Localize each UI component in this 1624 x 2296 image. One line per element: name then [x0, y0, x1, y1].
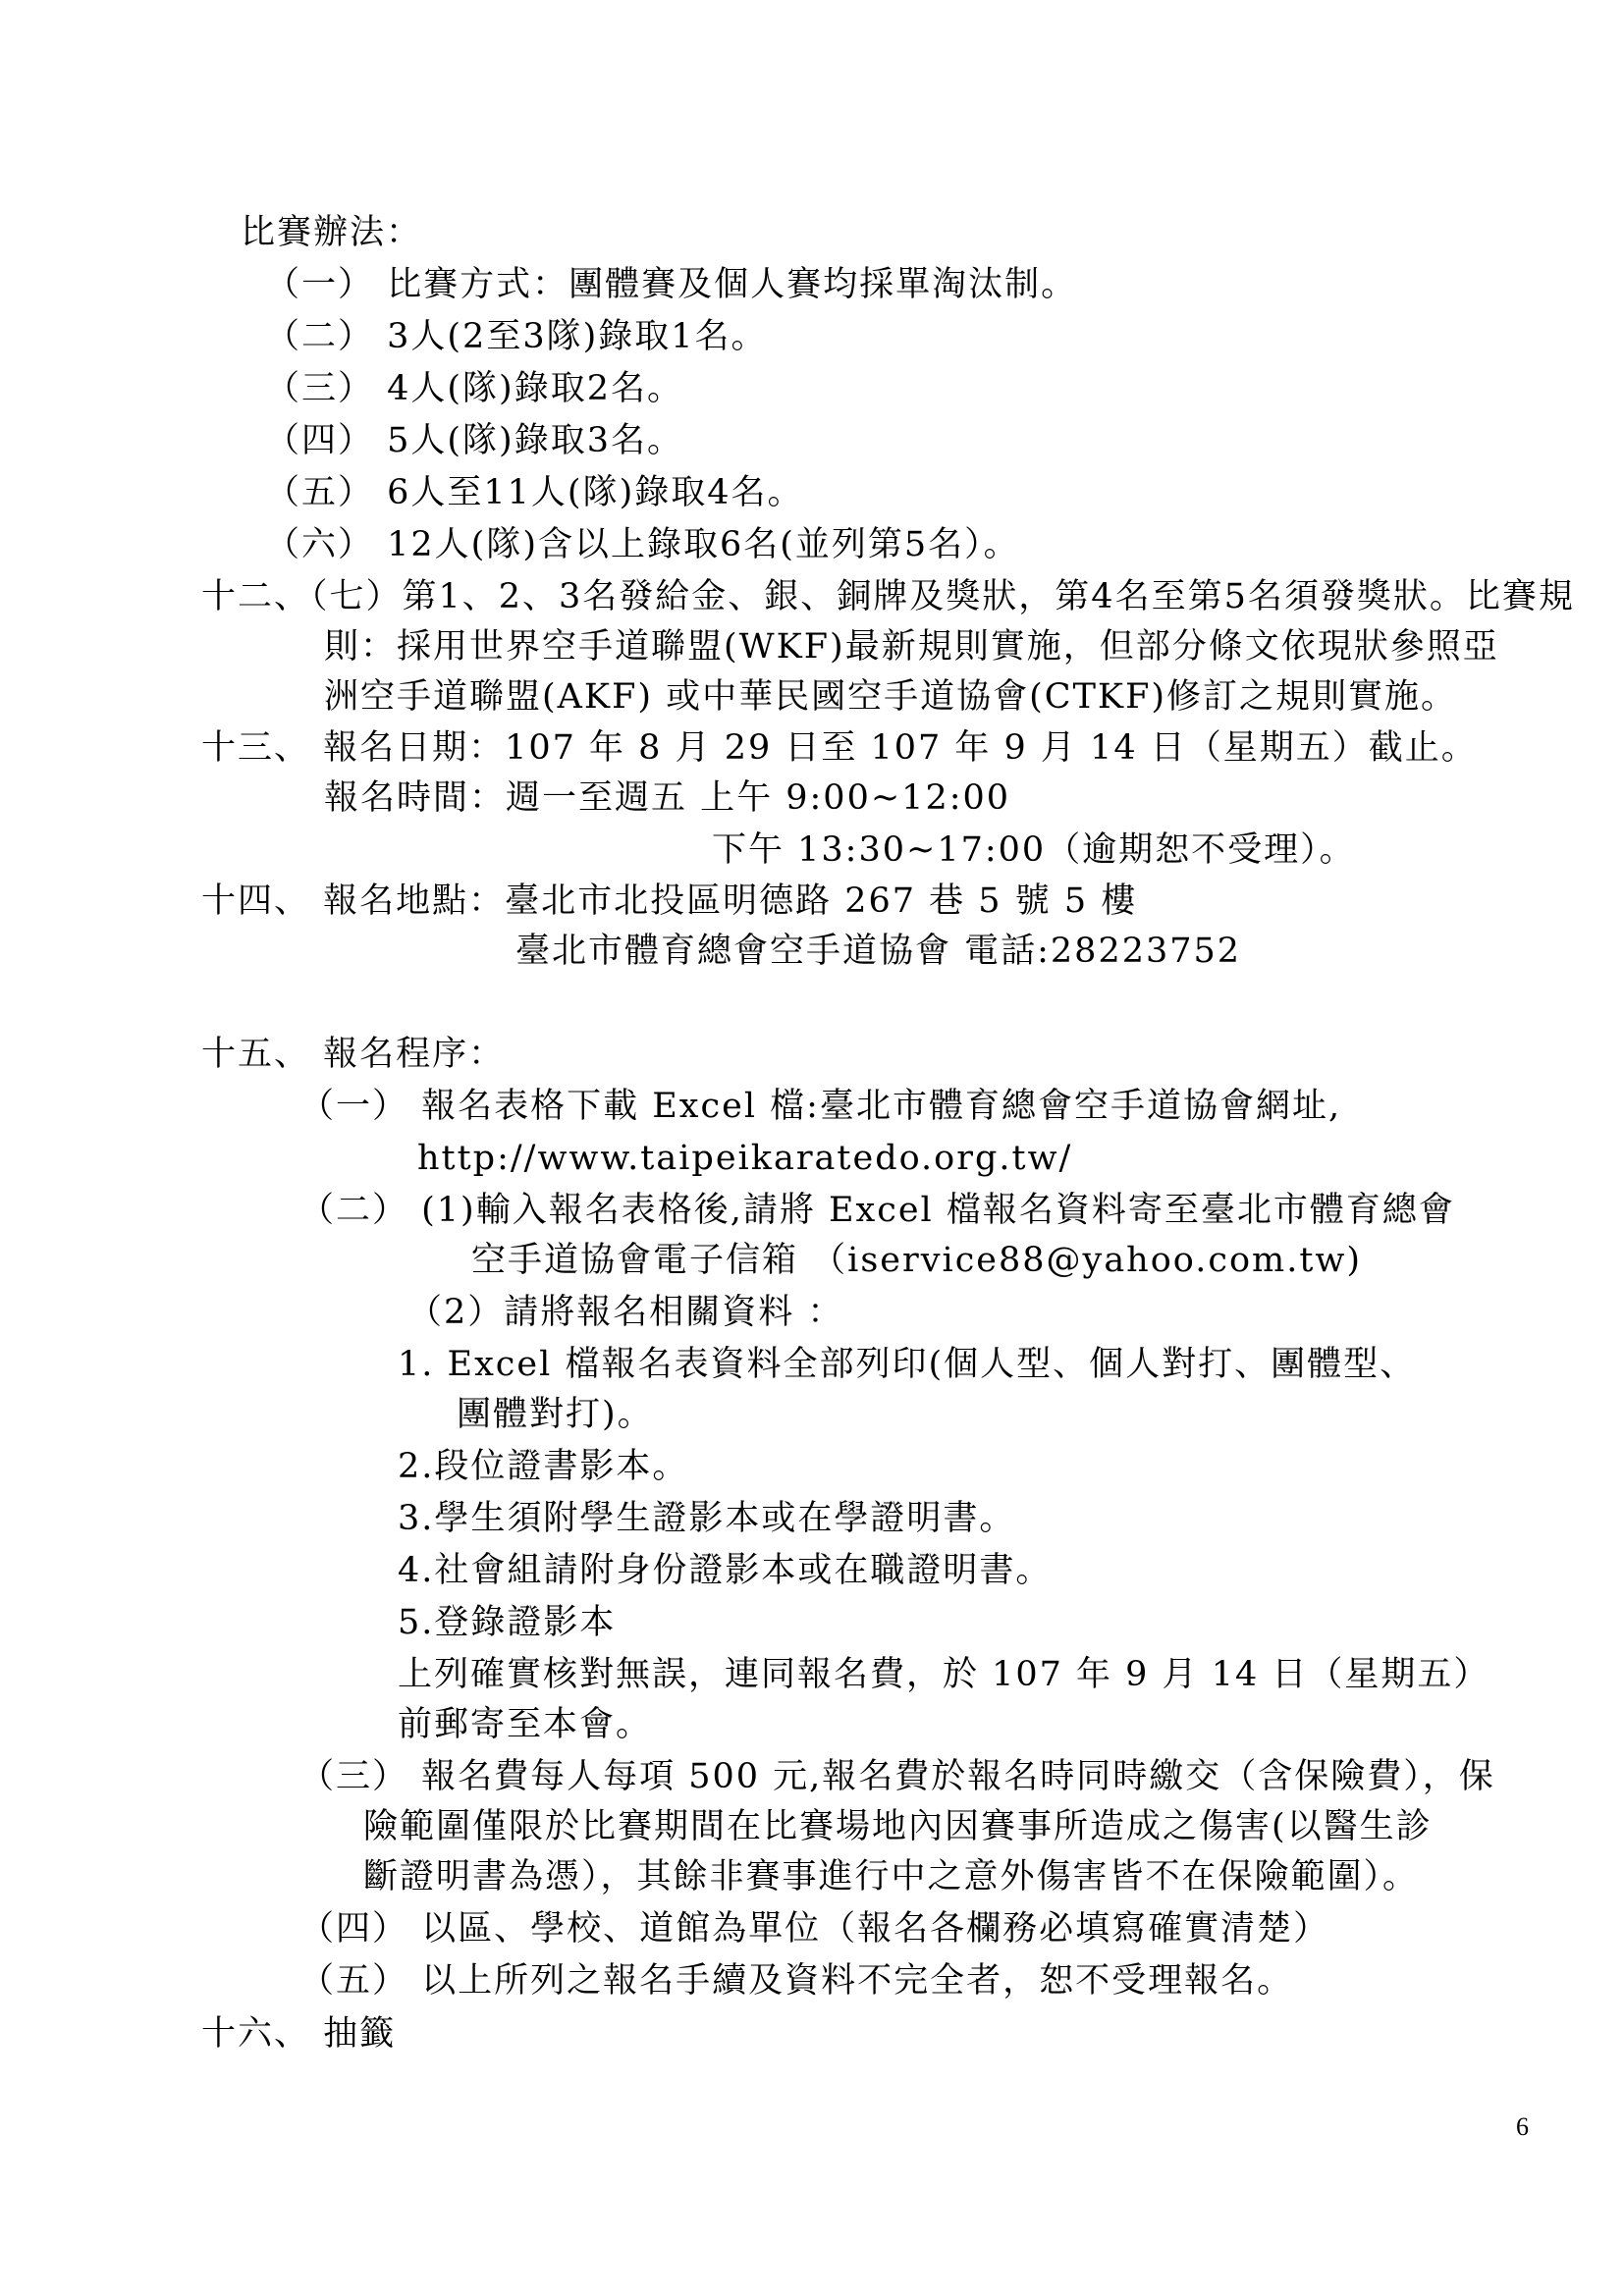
- procedure-line: （三） 報名費每人每項 500 元,報名費於報名時同時繳交（含保險費），保: [299, 1757, 1495, 1796]
- page-number: 6: [1516, 2112, 1529, 2141]
- section-12-line: 洲空手道聯盟(AKF) 或中華民國空手道協會(CTKF)修訂之規則實施。: [324, 677, 1458, 717]
- rule-line: （二） 3人(2至3隊)錄取1名。: [265, 317, 768, 356]
- procedure-item: 2.段位證書影本。: [398, 1447, 689, 1486]
- section-13-line: 十三、 報名日期：107 年 8 月 29 日至 107 年 9 月 14 日（星期五）截止。: [201, 728, 1478, 768]
- procedure-line: 上列確實核對無誤，連同報名費，於 107 年 9 月 14 日（星期五）: [398, 1655, 1490, 1694]
- procedure-item: 5.登錄證影本: [398, 1603, 617, 1642]
- rule-line: （四） 5人(隊)錄取3名。: [265, 421, 683, 460]
- procedure-email: 空手道協會電子信箱 （iservice88@yahoo.com.tw): [471, 1241, 1363, 1280]
- rule-line: （三） 4人(隊)錄取2名。: [265, 369, 683, 408]
- rule-line: （五） 6人至11人(隊)錄取4名。: [265, 473, 804, 512]
- procedure-line: （一） 報名表格下載 Excel 檔:臺北市體育總會空手道協會網址,: [299, 1087, 1342, 1126]
- procedure-item: 1. Excel 檔報名表資料全部列印(個人型、個人對打、團體型、: [398, 1345, 1417, 1384]
- section-13-line: 報名時間：週一至週五 上午 9:00~12:00: [324, 778, 1011, 818]
- rule-line: （六） 12人(隊)含以上錄取6名(並列第5名）。: [265, 525, 1020, 564]
- procedure-item: 團體對打)。: [457, 1395, 654, 1434]
- procedure-line: 斷證明書為憑），其餘非賽事進行中之意外傷害皆不在保險範圍）。: [363, 1857, 1420, 1896]
- procedure-line: （2）請將報名相關資料 ：: [407, 1293, 844, 1332]
- procedure-item: 3.學生須附學生證影本或在學證明書。: [398, 1499, 1016, 1538]
- section-15-title: 十五、 報名程序：: [201, 1035, 506, 1074]
- section-12-line: 十二、（七）第1、2、3名發給金、銀、銅牌及獎狀，第4名至第5名須發獎狀。比賽規: [201, 577, 1575, 616]
- procedure-line: （二） (1)輸入報名表格後,請將 Excel 檔報名資料寄至臺北市體育總會: [299, 1191, 1455, 1230]
- section-12-line: 則：採用世界空手道聯盟(WKF)最新規則實施，但部分條文依現狀參照亞: [324, 627, 1499, 667]
- section-title: 比賽辦法：: [241, 213, 423, 252]
- section-14-line: 十四、 報名地點：臺北市北投區明德路 267 巷 5 號 5 樓: [201, 881, 1138, 921]
- procedure-line: （四） 以區、學校、道館為單位（報名各欄務必填寫確實清楚）: [299, 1909, 1330, 1949]
- procedure-line: 險範圍僅限於比賽期間在比賽場地內因賽事所造成之傷害(以醫生診: [363, 1807, 1433, 1846]
- procedure-line: 前郵寄至本會。: [398, 1705, 653, 1744]
- section-16-title: 十六、 抽籤: [201, 2014, 397, 2054]
- section-13-line: 下午 13:30~17:00（逾期恕不受理）。: [712, 830, 1356, 870]
- rule-line: （一） 比賽方式：團體賽及個人賽均採單淘汰制。: [265, 265, 1078, 304]
- procedure-line: （五） 以上所列之報名手續及資料不完全者，恕不受理報名。: [299, 1961, 1294, 2001]
- section-14-line: 臺北市體育總會空手道協會 電話:28223752: [515, 932, 1242, 971]
- procedure-url: http://www.taipeikaratedo.org.tw/: [417, 1139, 1073, 1178]
- procedure-item: 4.社會組請附身份證影本或在職證明書。: [398, 1551, 1053, 1590]
